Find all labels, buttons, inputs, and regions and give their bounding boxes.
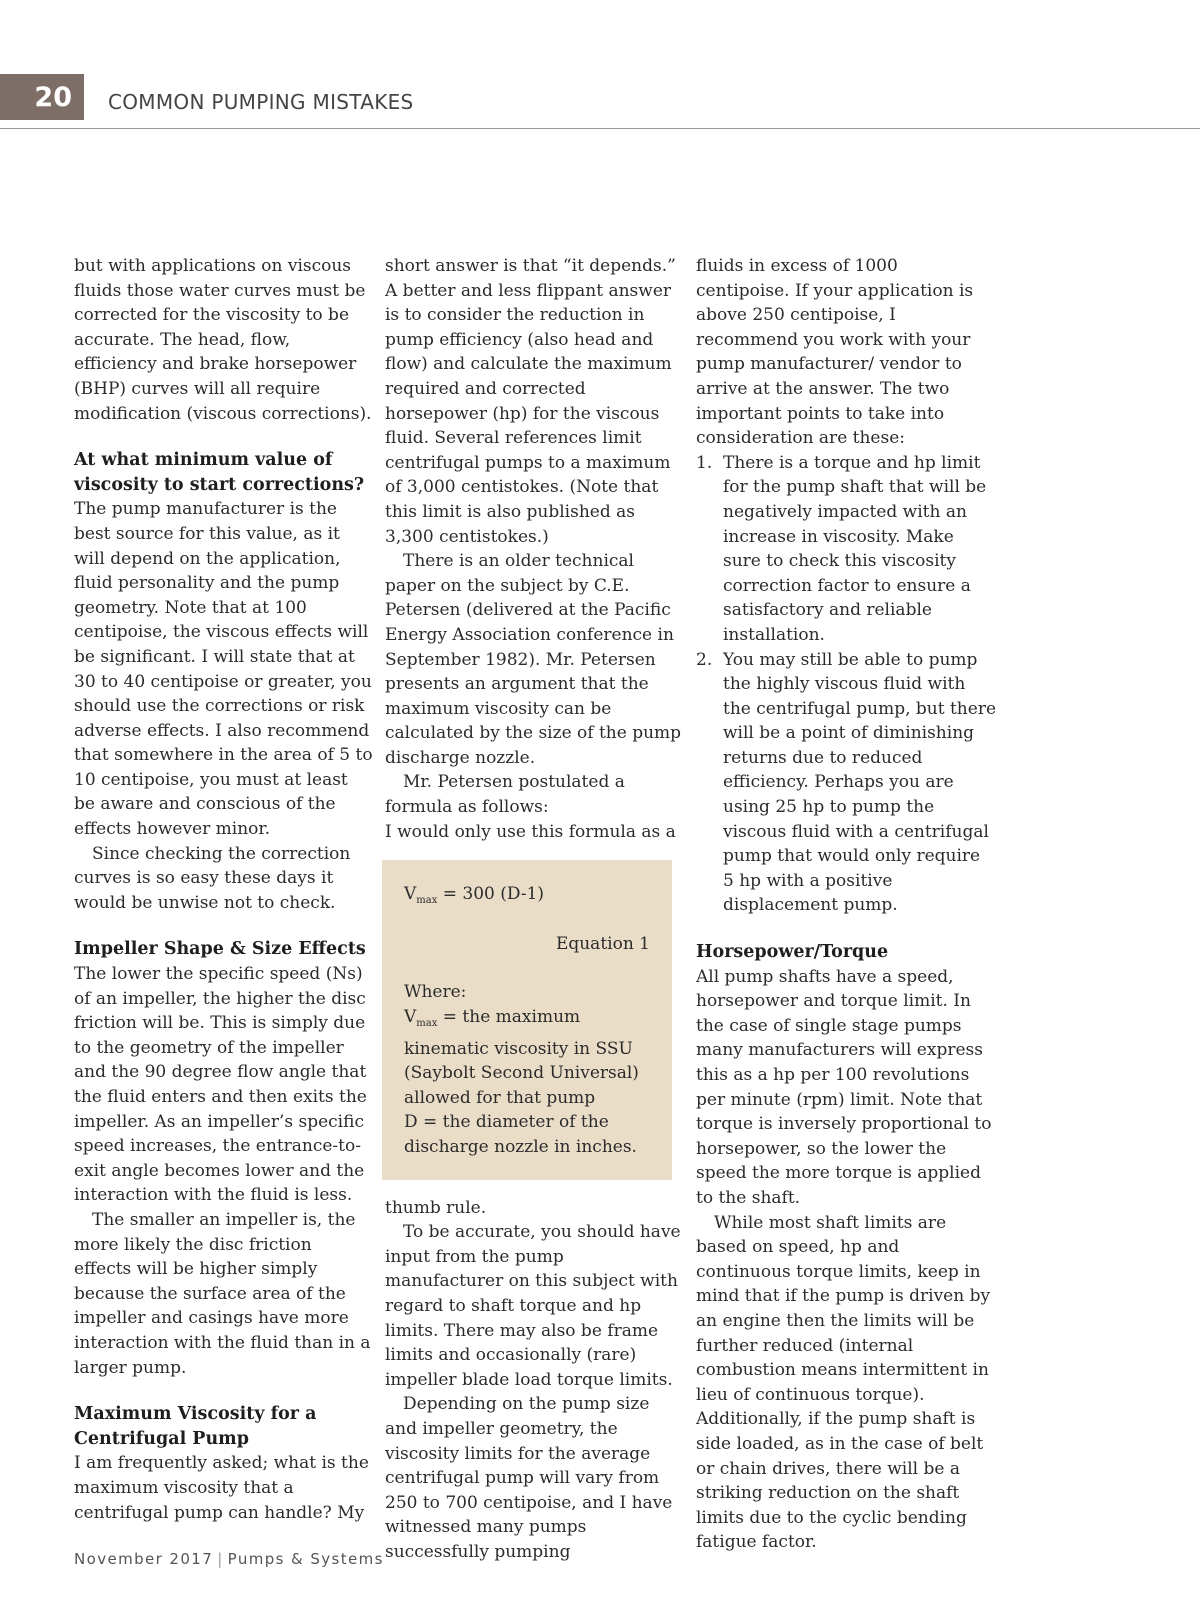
subheading-horsepower-torque: Horsepower/Torque [696,942,889,963]
list-item: 1. There is a torque and hp limit for the pump shaft that will be negatively impacted with an increase in viscosity. Make sure to check this viscosity correction factor to ensure a satisfactory and reliable installation. [696,452,987,645]
paragraph: thumb rule. [385,1197,487,1218]
list-item: 2. You may still be able to pump the highly viscous fluid with the centrifugal pump, but there will be a point of diminishing returns due to reduced efficiency. Perhaps you are using 25 hp to pump the viscous fluid with a centrifugal pump that would only require 5 hp with a positive displacement pump. [696,649,997,916]
paragraph: The smaller an impeller is, the more likely the disc friction effects will be higher simply because the surface area of the impeller and casings have more interaction with the fluid than in a larger pump. [74,1209,371,1378]
column-1 [74,254,374,1525]
definition-d: D = the diameter of the discharge nozzle in inches. [404,1112,637,1157]
paragraph: All pump shafts have a speed, horsepower and torque limit. In the case of single stage pumps many manufacturers will express this as a hp per 100 revolutions per minute (rpm) limit. Note that torque is inversely proportional to horsepower, so the lower the speed the more torque is applied to the shaft. [696,966,992,1208]
definition-vmax: $V_{max}$ = the maximum kinematic viscosity in SSU (Saybolt Second Universal) allowed for that pump [404,1007,639,1108]
equation: $V_{max} = 300$ (D-1) [404,884,545,907]
subheading-minimum-viscosity: At what minimum value of viscosity to start corrections? [74,450,365,495]
page-number: 20 [0,74,84,120]
running-head: COMMON PUMPING MISTAKES [108,90,414,114]
column-2 [385,254,683,1565]
numbered-list [696,451,996,918]
equation-box [382,860,672,1179]
equation-label: Equation 1 [555,933,650,954]
footer-date: November 2017 [74,1550,214,1568]
paragraph: fluids in excess of 1000 centipoise. If your application is above 250 centipoise, I recommend you work with your pump manufacturer/ vendor to arrive at the answer. The two important points to take into consideration are these: [696,256,974,449]
paragraph: While most shaft limits are based on speed, hp and continuous torque limits, keep in mind that if the pump is driven by an engine then the limits will be further reduced (internal combustion means intermittent in lieu of continuous torque). Additionally, if the pump shaft is side loaded, as in the case of belt or chain drives, there will be a striking reduction on the shaft limits due to the cyclic bending fatigue factor. [696,1212,991,1553]
paragraph: I am frequently asked; what is the maximum viscosity that a centrifugal pump can handle? My [74,1453,369,1523]
paragraph: To be accurate, you should have input from the pump manufacturer on this subject with regard to shaft torque and hp limits. There may also be frame limits and occasionally (rare) impeller blade load torque limits. [385,1222,681,1390]
paragraph: The pump manufacturer is the best source for this value, as it will depend on the application, fluid personality and the pump geometry. Note that at 100 centipoise, the viscous effects will be significant. I will state that at 30 to 40 centipoise or greater, you should use the corrections or risk adverse effects. I also recommend that somewhere in the area of 5 to 10 centipoise, you must at least be aware and conscious of the effects however minor. [74,499,373,840]
paragraph: I would only use this formula as a [385,821,676,842]
paragraph: short answer is that “it depends.” A better and less flippant answer is to consider the reduction in pump efficiency (also head and flow) and calculate the maximum required and corrected horsepower (hp) for the viscous fluid. Several references limit centrifugal pumps to a maximum of 3,000 centistokes. (Note that this limit is also published as 3,300 centistokes.) [385,256,676,547]
paragraph: Depending on the pump size and impeller geometry, the viscosity limits for the average centrifugal pump will vary from 250 to 700 centipoise, and I have witnessed many pumps successfully pumping [385,1394,673,1562]
paragraph: but with applications on viscous fluids those water curves must be corrected for the viscosity to be accurate. The head, flow, efficiency and brake horsepower (BHP) curves will all require modification (viscous corrections). [74,256,372,424]
subheading-maximum-viscosity: Maximum Viscosity for a Centrifugal Pump [74,1404,317,1449]
header-rule [0,128,1200,129]
column-3 [696,254,996,1555]
footer-publication: Pumps & Systems [227,1550,384,1568]
footer-separator: | [217,1550,224,1568]
where-label: Where: [404,982,467,1003]
paragraph: Mr. Petersen postulated a formula as follows: [385,772,625,818]
subheading-impeller-shape: Impeller Shape & Size Effects [74,939,366,960]
footer [74,1550,384,1568]
paragraph: There is an older technical paper on the subject by C.E. Petersen (delivered at the Pacific Energy Association conference in September 1982). Mr. Petersen presents an argument that the maximum viscosity can be calculated by the size of the pump discharge nozzle. [385,551,682,768]
paragraph: The lower the specific speed (Ns) of an impeller, the higher the disc friction will be. This is simply due to the geometry of the impeller and the 90 degree flow angle that the fluid enters and then exits the impeller. As an impeller’s specific speed increases, the entrance-to-exit angle becomes lower and the interaction with the fluid is less. [74,964,367,1206]
paragraph: Since checking the correction curves is so easy these days it would be unwise not to check. [74,843,351,913]
